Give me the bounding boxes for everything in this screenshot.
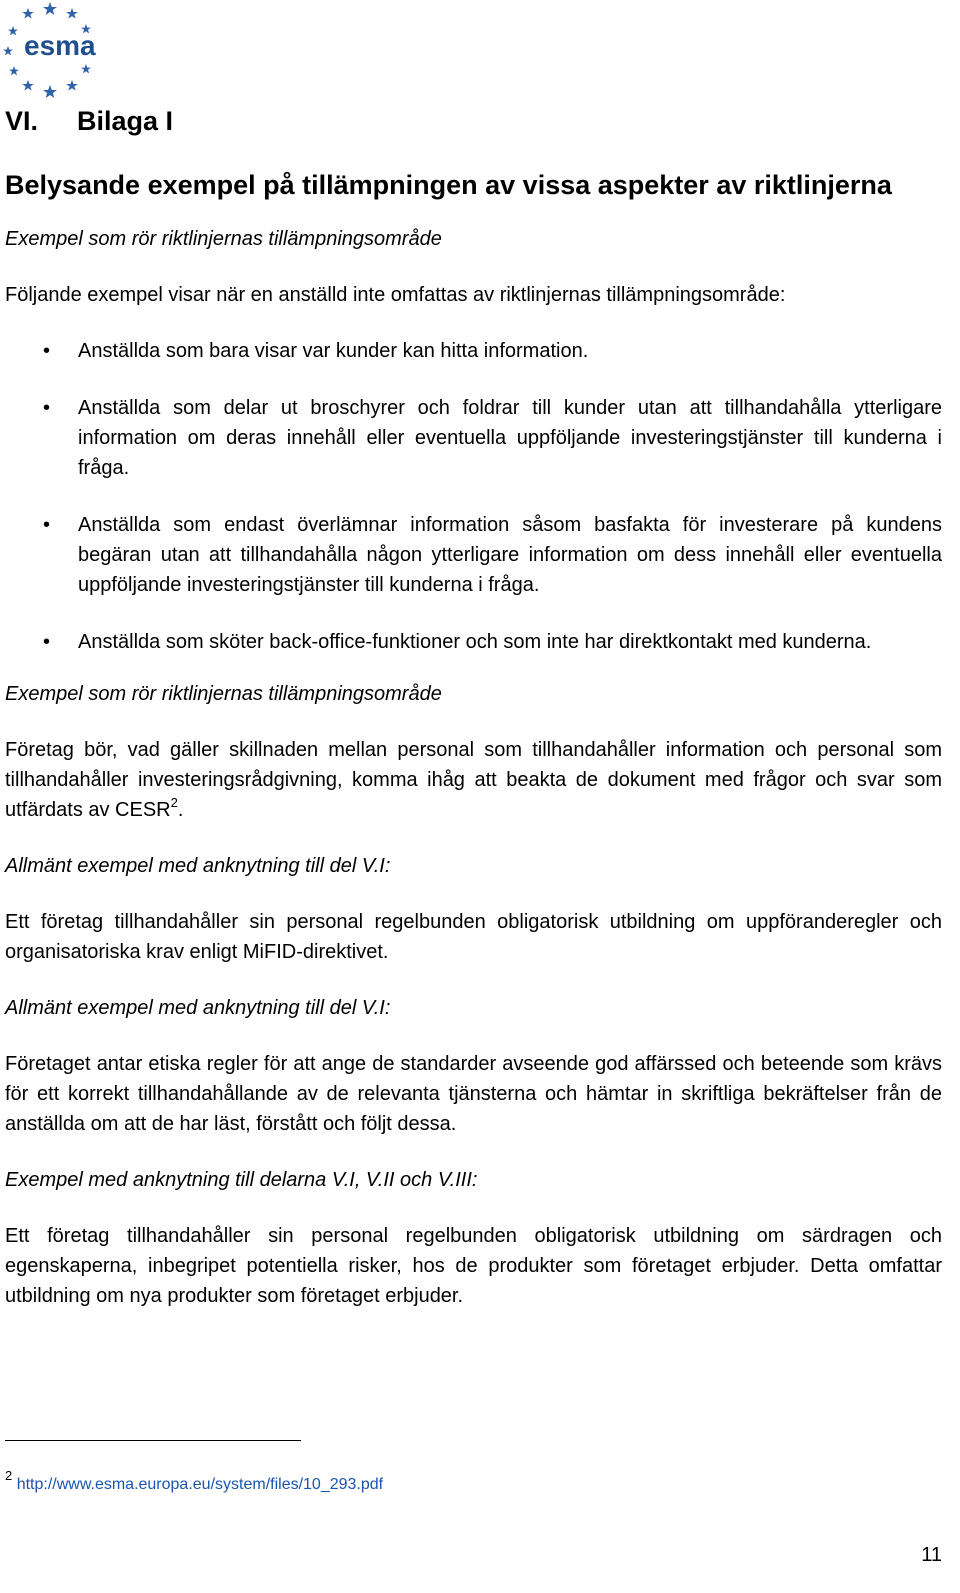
bullet-icon: • [43, 397, 51, 419]
paragraph-ethics: Företaget antar etiska regler för att ange de standarder avseende god affärssed och beteende som krävs för ett korrekt tillhandahållande av de relevanta tjänsterna och hämtar in skriftliga bekräftelser från de anställda om att de har läst, förstått och följt dessa. [5, 1053, 942, 1135]
paragraph-text: Företag bör, vad gäller skillnaden mellan personal som tillhandahåller information och personal som tillhandahåller investeringsrådgivning, komma ihåg att beakta de dokument med frågor och svar som utfärdats av CESR [5, 739, 942, 821]
footnote-number: 2 [5, 1468, 13, 1483]
footnote-divider [5, 1440, 301, 1441]
bullet-icon: • [43, 340, 51, 362]
subheading-4: Allmänt exempel med anknytning till del V.I: [5, 997, 391, 1019]
footnote-link[interactable]: http://www.esma.europa.eu/system/files/10_293.pdf [16, 1476, 384, 1493]
paragraph-cesr [5, 735, 942, 825]
list-item [5, 510, 942, 600]
paragraph-training: Ett företag tillhandahåller sin personal regelbunden obligatorisk utbildning om uppföranderegler och organisatoriska krav enligt MiFID-direktivet. [5, 911, 942, 963]
esma-logo [0, 0, 110, 100]
subheading-2: Exempel som rör riktlinjernas tillämpningsområde [5, 683, 442, 705]
bullet-list [5, 336, 942, 657]
list-item [5, 336, 942, 366]
footnote [5, 1468, 384, 1496]
logo-wordmark: esma [24, 30, 96, 61]
list-item-text: Anställda som bara visar var kunder kan hitta information. [78, 340, 589, 362]
subheading-3: Allmänt exempel med anknytning till del V.I: [5, 855, 391, 877]
section-title: Bilaga I [77, 106, 174, 136]
subheading-5: Exempel med anknytning till delarna V.I, V.II och V.III: [5, 1169, 478, 1191]
list-item-text: Anställda som delar ut broschyrer och foldrar till kunder utan att tillhandahålla ytterligare information om deras innehåll eller eventuella uppföljande investeringstjänster till kunderna i fråga. [78, 397, 942, 479]
page-title: Belysande exempel på tillämpningen av vissa aspekter av riktlinjerna [5, 170, 892, 200]
section-heading [5, 103, 942, 139]
document-body [5, 103, 942, 1337]
list-item-text: Anställda som sköter back-office-funktioner och som inte har direktkontakt med kunderna. [78, 631, 872, 653]
section-number: VI. [5, 106, 39, 136]
list-item [5, 393, 942, 483]
intro-paragraph: Följande exempel visar när en anställd inte omfattas av riktlinjernas tillämpningsområde: [5, 284, 786, 306]
subheading-1: Exempel som rör riktlinjernas tillämpningsområde [5, 228, 442, 250]
footnote-ref[interactable]: 2 [170, 795, 178, 810]
bullet-icon: • [43, 631, 51, 653]
list-item-text: Anställda som endast överlämnar information såsom basfakta för investerare på kundens begäran utan att tillhandahålla någon ytterligare information om dess innehåll eller eventuella uppföljande investeringstjänster till kunderna i fråga. [78, 514, 942, 596]
paragraph-products: Ett företag tillhandahåller sin personal regelbunden obligatorisk utbildning om särdragen och egenskaperna, inbegripet potentiella risker, hos de produkter som företaget erbjuder. Detta omfattar utbildning om nya produkter som företaget erbjuder. [5, 1225, 942, 1307]
list-item [5, 627, 942, 657]
paragraph-end: . [177, 799, 184, 821]
bullet-icon: • [43, 514, 51, 536]
page-number: 11 [921, 1544, 942, 1566]
